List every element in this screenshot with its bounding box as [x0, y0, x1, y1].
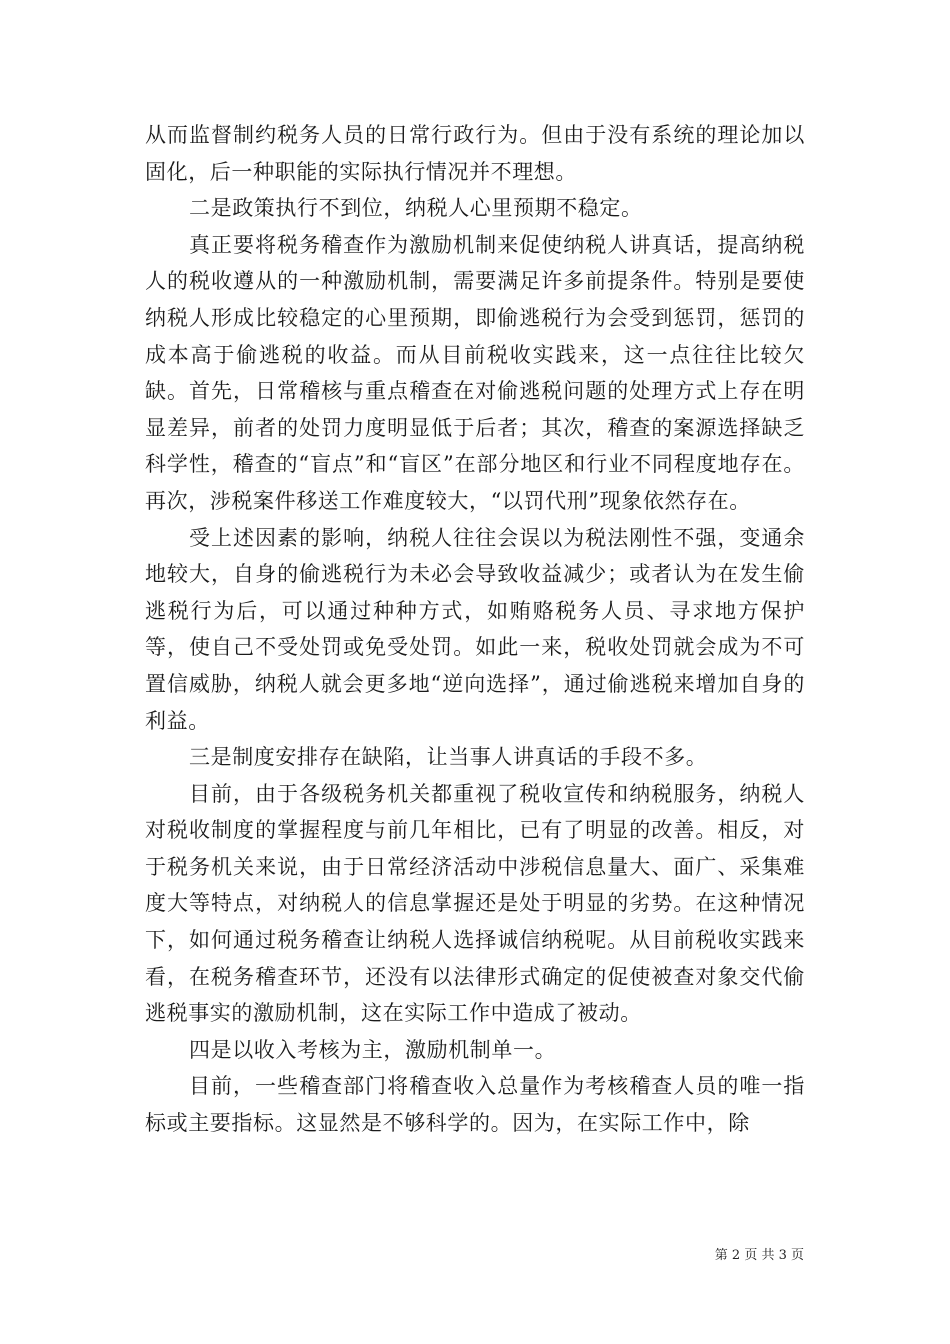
paragraph: 从而监督制约税务人员的日常行政行为。但由于没有系统的理论加以固化，后一种职能的实际执行情况并不理想。 — [145, 123, 805, 184]
paragraph: 目前，由于各级税务机关都重视了税收宣传和纳税服务，纳税人对税收制度的掌握程度与前几年相比，已有了明显的改善。相反，对于税务机关来说，由于日常经济活动中涉税信息量大、面广、采集难度大等特点，对纳税人的信息掌握还是处于明显的劣势。在这种情况下，如何通过税务稽查让纳税人选择诚信纳税呢。从目前税收实践来看，在税务稽查环节，还没有以法律形式确定的促使被查对象交代偷逃税事实的激励机制，这在实际工作中造成了被动。 — [145, 781, 805, 1026]
document-body — [145, 117, 805, 1142]
paragraph: 受上述因素的影响，纳税人往往会误以为税法刚性不强，变通余地较大，自身的偷逃税行为未必会导致收益减少；或者认为在发生偷逃税行为后，可以通过种种方式，如贿赂税务人员、寻求地方保护等，使自己不受处罚或免受处罚。如此一来，税收处罚就会成为不可置信威胁，纳税人就会更多地“逆向选择”，通过偷逃税来增加自身的利益。 — [145, 525, 805, 733]
paragraph: 目前，一些稽查部门将稽查收入总量作为考核稽查人员的唯一指标或主要指标。这显然是不够科学的。因为，在实际工作中，除 — [145, 1074, 805, 1136]
section-heading: 三是制度安排存在缺陷，让当事人讲真话的手段不多。 — [189, 745, 708, 770]
page-number: 第 2 页 共 3 页 — [714, 1248, 804, 1263]
paragraph: 真正要将税务稽查作为激励机制来促使纳税人讲真话，提高纳税人的税收遵从的一种激励机制，需要满足许多前提条件。特别是要使纳税人形成比较稳定的心里预期，即偷逃税行为会受到惩罚，惩罚的成本高于偷逃税的收益。而从目前税收实践来，这一点往往比较欠缺。首先，日常稽核与重点稽查在对偷逃税问题的处理方式上存在明显差异，前者的处罚力度明显低于后者；其次，稽查的案源选择缺乏科学性，稽查的“盲点”和“盲区”在部分地区和行业不同程度地存在。再次，涉税案件移送工作难度较大，“以罚代刑”现象依然存在。 — [145, 232, 805, 513]
section-heading: 二是政策执行不到位，纳税人心里预期不稳定。 — [189, 196, 643, 221]
section-heading: 四是以收入考核为主，激励机制单一。 — [189, 1037, 557, 1062]
